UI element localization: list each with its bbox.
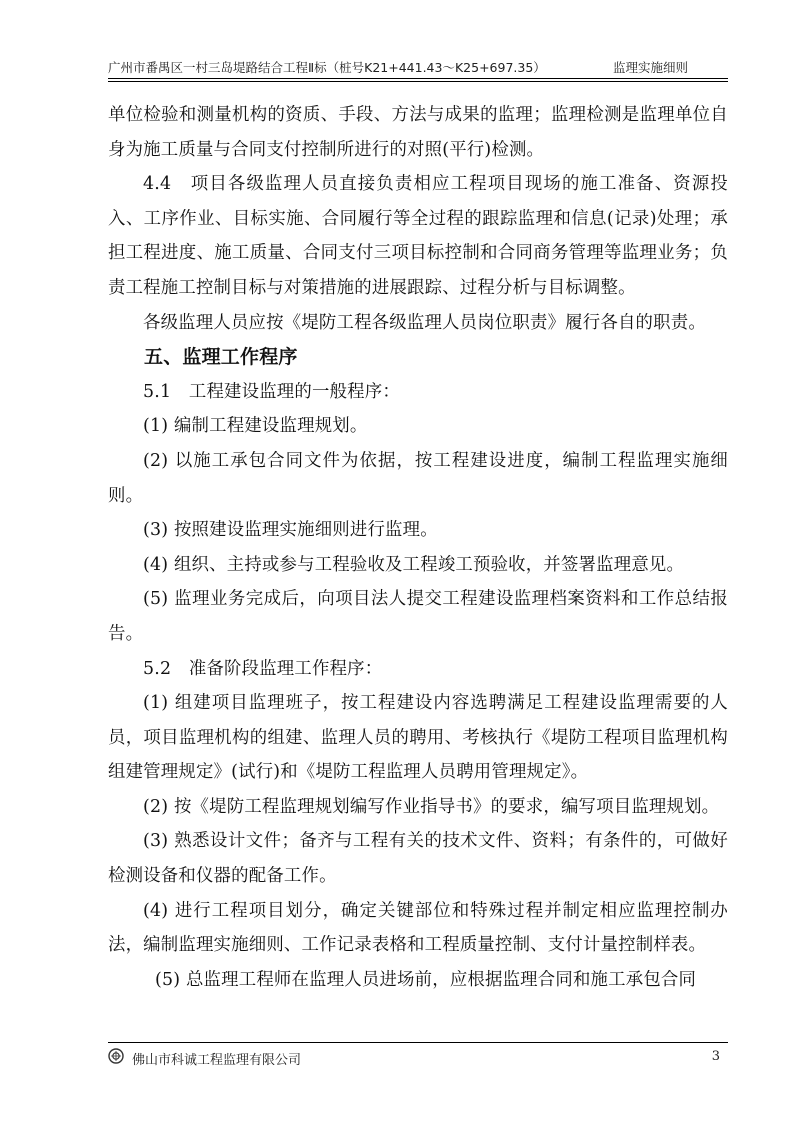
header-rule [108, 78, 728, 79]
paragraph: 单位检验和测量机构的资质、手段、方法与成果的监理；监理检测是监理单位自身为施工质量与合同支付控制所进行的对照(平行)检测。 [108, 105, 728, 160]
subsection-5-2: 5.2 准备阶段监理工作程序： [143, 658, 383, 679]
list-item: (5) 总监理工程师在监理人员进场前，应根据监理合同和施工承包合同 [155, 969, 697, 990]
page-number: 3 [711, 1049, 720, 1064]
list-item: (4) 进行工程项目划分，确定关键部位和特殊过程并制定相应监理控制办法，编制监理实施细则、工作记录表格和工程质量控制、支付计量控制样表。 [108, 900, 728, 956]
subsection-5-1: 5.1 工程建设监理的一般程序： [143, 381, 400, 402]
footer-company-name: 佛山市科诚工程监理有限公司 [132, 1053, 302, 1068]
paragraph: 各级监理人员应按《堤防工程各级监理人员岗位职责》履行各自的职责。 [143, 312, 706, 333]
list-item: (5) 监理业务完成后，向项目法人提交工程建设监理档案资料和工作总结报告。 [108, 589, 728, 644]
list-item: (4) 组织、主持或参与工程验收及工程竣工预验收，并签署监理意见。 [143, 554, 685, 575]
list-item: (3) 熟悉设计文件；备齐与工程有关的技术文件、资料；有条件的，可做好检测设备和仪器的配备工作。 [108, 831, 728, 887]
document-body [108, 98, 728, 997]
list-item: (2) 以施工承包合同文件为依据，按工程建设进度，编制工程监理实施细则。 [108, 450, 728, 506]
page-header [108, 56, 728, 78]
header-rule-thin [108, 81, 728, 82]
header-doc-title: 监理实施细则 [612, 60, 688, 75]
list-item: (2) 按《堤防工程监理规划编写作业指导书》的要求，编写项目监理规划。 [143, 796, 720, 817]
list-item: (3) 按照建设监理实施细则进行监理。 [143, 520, 438, 541]
paragraph-4-4: 4.4 项目各级监理人员直接负责相应工程项目现场的施工准备、资源投入、工序作业、目标实施、合同履行等全过程的跟踪监理和信息(记录)处理；承担工程进度、施工质量、合同支付三项目标控制和合同商务管理等监理业务；负责工程施工控制目标与对策措施的进展跟踪、过程分析与目标调整。 [108, 174, 728, 298]
company-logo-icon [108, 1048, 124, 1064]
list-item: (1) 编制工程建设监理规划。 [143, 416, 368, 437]
page-footer [108, 1046, 728, 1068]
header-project-title: 广州市番禺区一村三岛堤路结合工程Ⅱ标（桩号K21+441.43～K25+697.35） [108, 60, 546, 75]
section-heading: 五、监理工作程序 [144, 346, 298, 369]
footer-rule [108, 1042, 728, 1043]
list-item: (1) 组建项目监理班子，按工程建设内容选聘满足工程建设监理需要的人员，项目监理机构的组建、监理人员的聘用、考核执行《堤防工程项目监理机构组建管理规定》(试行)和《堤防工程监理人员聘用管理规定》。 [108, 693, 728, 783]
